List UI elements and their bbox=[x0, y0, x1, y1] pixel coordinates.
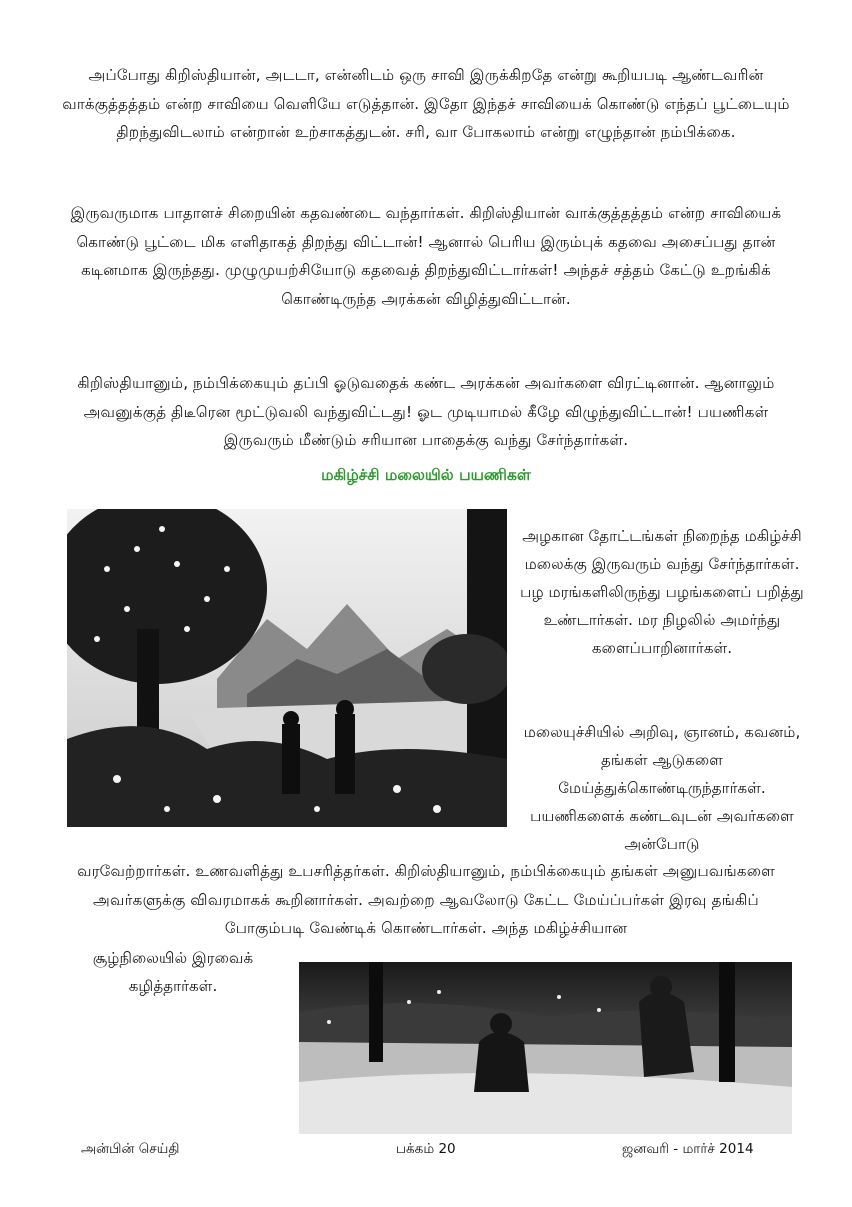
paragraph-prison-door: இருவருமாக பாதாளச் சிறையின் கதவண்டை வந்தார்கள். கிறிஸ்தியான் வாக்குத்தத்தம் என்ற சாவியைக் கொண்டு பூட்டை மிக எளிதாகத் திறந்து விட்டான்! ஆனால் பெரிய இரும்புக் கதவை அசைப்பது தான் கடினமாக இருந்தது. முழுமுயற்சியோடு கதவைத் திறந்துவிட்டார்கள்! அந்தச் சத்தம் கேட்டு உறங்கிக் கொண்டிருந்த அரக்கன் விழித்துவிட்டான். bbox=[70, 204, 782, 308]
side-paragraph-garden: அழகான தோட்டங்கள் நிறைந்த மகிழ்ச்சி மலைக்கு இருவரும் வந்து சேர்ந்தார்கள். பழ மரங்களிலிருந்து பழங்களைப் பறித்து உண்டார்கள். மர நிழலில் அமர்ந்து களைப்பாறினார்கள். bbox=[520, 527, 804, 657]
paragraph-escape: கிறிஸ்தியானும், நம்பிக்கையும் தப்பி ஓடுவதைக் கண்ட அரக்கன் அவர்களை விரட்டினான். ஆனாலும் அவனுக்குத் திடீரென மூட்டுவலி வந்துவிட்டது! ஓட முடியாமல் கீழே விழுந்துவிட்டான்! பயணிகள் இருவரும் மீண்டும் சரியான பாதைக்கு வந்து சேர்ந்தார்கள். bbox=[77, 374, 775, 449]
illustration-rest-by-water bbox=[299, 962, 792, 1134]
paragraph-key: அப்போது கிறிஸ்தியான், அடடா, என்னிடம் ஒரு சாவி இருக்கிறதே என்று கூறியபடி ஆண்டவரின் வாக்குத்தத்தம் என்ற சாவியை வெளியே எடுத்தான். இதோ இந்தச் சாவியைக் கொண்டு எந்தப் பூட்டையும் திறந்துவிடலாம் என்றான் உற்சாகத்துடன். சரி, வா போகலாம் என்று எழுந்தான் நம்பிக்கை. bbox=[62, 66, 790, 141]
side-paragraph-shepherds: மலையுச்சியில் அறிவு, ஞானம், கவனம், தங்கள் ஆடுகளை மேய்த்துக்கொண்டிருந்தார்கள். பயணிகளைக் கண்டவுடன் அவர்களை அன்போடு bbox=[523, 723, 801, 853]
paragraph-welcome: வரவேற்றார்கள். உணவளித்து உபசரித்தர்கள். கிறிஸ்தியானும், நம்பிக்கையும் தங்கள் அனுபவங்களை அவர்களுக்கு விவரமாகக் கூறினார்கள். அவற்றை ஆவலோடு கேட்ட மேய்ப்பர்கள் இரவு தங்கிப் போகும்படி வேண்டிக் கொண்டார்கள். அந்த மகிழ்ச்சியான bbox=[77, 862, 775, 937]
footer-magazine-name: அன்பின் செய்தி bbox=[81, 1141, 180, 1157]
footer-issue-date: ஜனவரி - மார்ச் 2014 bbox=[622, 1141, 754, 1157]
illustration-travellers-lake bbox=[67, 509, 507, 827]
section-heading: மகிழ்ச்சி மலையில் பயணிகள் bbox=[321, 466, 531, 484]
paragraph-tail: சூழ்நிலையில் இரவைக் கழித்தார்கள். bbox=[92, 949, 254, 995]
footer-page-number: பக்கம் 20 bbox=[396, 1141, 456, 1157]
